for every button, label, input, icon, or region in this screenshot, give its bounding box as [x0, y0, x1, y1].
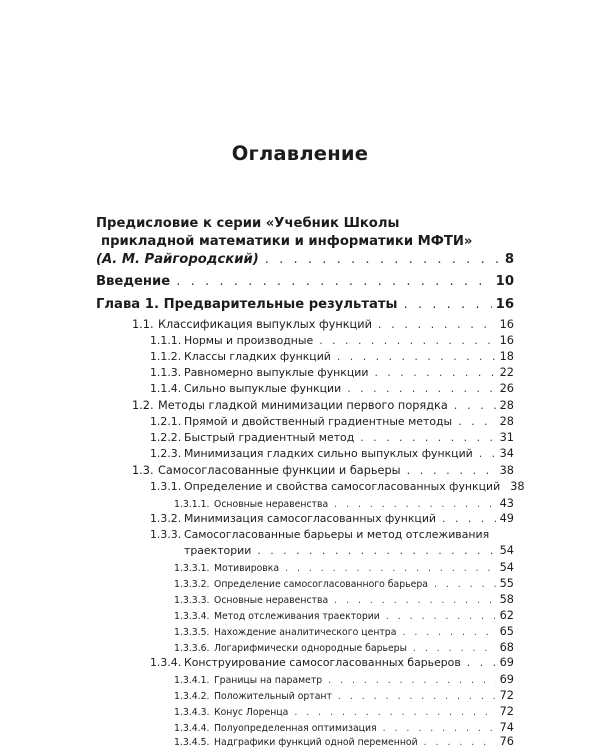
toc-entry-number: 1.3.3.6.	[174, 643, 210, 654]
toc-entry-label: Введение	[96, 274, 171, 289]
toc-subsection-1-2-3[interactable]	[150, 447, 514, 460]
toc-leader-dots	[374, 366, 495, 379]
toc-subsection-1-1-3[interactable]	[150, 366, 514, 379]
toc-entry-label: Логарифмически однородные барьеры	[214, 643, 407, 654]
toc-item-1-3-4-2[interactable]	[174, 689, 514, 702]
toc-leader-dots	[383, 723, 496, 734]
toc-introduction[interactable]	[96, 274, 514, 289]
toc-entry-page: 22	[499, 366, 514, 379]
toc-entry-page: 76	[499, 735, 514, 748]
toc-chapter-1[interactable]	[96, 297, 514, 312]
toc-leader-dots	[328, 675, 495, 686]
toc-leader-dots	[403, 297, 491, 312]
toc-entry-label: (А. М. Райгородский)	[96, 252, 259, 267]
toc-item-1-3-3-3[interactable]	[174, 593, 514, 606]
toc-entry-number: 1.2.1.	[150, 415, 182, 428]
toc-entry-number: 1.3.3.1.	[174, 563, 210, 574]
toc-entry-number: 1.3.3.2.	[174, 579, 210, 590]
toc-item-1-3-3-4[interactable]	[174, 609, 514, 622]
toc-entry-number: 1.2.2.	[150, 431, 182, 444]
toc-entry-page: 31	[499, 431, 514, 444]
toc-leader-dots	[285, 563, 496, 574]
toc-entry-page: 16	[499, 318, 514, 331]
toc-entry-label: Полуопределенная оптимизация	[214, 723, 377, 734]
toc-entry-label: Минимизация гладких сильно выпуклых функций	[184, 447, 473, 460]
toc-entry-page: 38	[510, 480, 525, 493]
toc-entry-label: Самосогласованные функции и барьеры	[158, 464, 401, 477]
toc-preface-line2[interactable]: прикладной математики и информатики МФТИ»	[101, 234, 473, 249]
toc-item-1-3-4-5[interactable]	[174, 735, 514, 748]
page-title: Оглавление	[231, 142, 369, 165]
toc-leader-dots	[458, 415, 495, 428]
toc-subsection-1-1-2[interactable]	[150, 350, 514, 363]
toc-leader-dots	[467, 656, 496, 669]
toc-entry-number: 1.2.3.	[150, 447, 182, 460]
toc-leader-dots	[386, 611, 496, 622]
toc-entry-page: 54	[499, 544, 514, 557]
toc-preface-line1[interactable]: Предисловие к серии «Учебник Школы	[96, 216, 400, 231]
toc-entry-page: 69	[499, 656, 514, 669]
toc-leader-dots	[347, 382, 495, 395]
toc-entry-number: 1.3.4.1.	[174, 675, 210, 686]
toc-entry-label: Границы на параметр	[214, 675, 323, 686]
toc-entry-page: 54	[499, 561, 514, 574]
toc-entry-label: Самосогласованные барьеры и метод отслеживания	[184, 528, 490, 541]
toc-entry-label: Минимизация самосогласованных функций	[184, 512, 436, 525]
toc-entry-page: 28	[499, 415, 514, 428]
toc-item-1-3-1-1[interactable]	[174, 497, 514, 510]
toc-leader-dots	[479, 447, 496, 460]
toc-entry-page: 49	[499, 512, 514, 525]
toc-entry-label: Метод отслеживания траектории	[214, 611, 380, 622]
toc-entry-number: 1.3.3.4.	[174, 611, 210, 622]
toc-leader-dots	[407, 464, 496, 477]
toc-entry-label: Мотивировка	[214, 563, 280, 574]
toc-entry-page: 55	[499, 577, 514, 590]
toc-entry-number: 1.3.3.	[150, 528, 182, 541]
toc-entry-label: Методы гладкой минимизации первого порядка	[158, 399, 448, 412]
toc-subsection-1-3-1[interactable]	[150, 480, 525, 493]
toc-subsection-1-3-2[interactable]	[150, 512, 514, 525]
toc-entry-label-cont: траектории	[184, 544, 252, 557]
toc-entry-number: 1.1.1.	[150, 334, 182, 347]
toc-leader-dots	[319, 334, 495, 347]
toc-entry-page: 26	[499, 382, 514, 395]
toc-entry-label: Прямой и двойственный градиентные методы	[184, 415, 453, 428]
toc-preface[interactable]	[96, 252, 514, 267]
toc-leader-dots	[402, 627, 495, 638]
toc-item-1-3-4-1[interactable]	[174, 673, 514, 686]
toc-leader-dots	[424, 737, 496, 748]
toc-entry-number: 1.1.2.	[150, 350, 182, 363]
toc-entry-page: 65	[499, 625, 514, 638]
toc-leader-dots	[257, 544, 495, 557]
toc-entry-number: 1.3.4.5.	[174, 737, 210, 748]
toc-entry-page: 58	[499, 593, 514, 606]
toc-subsection-1-2-2[interactable]	[150, 431, 514, 444]
toc-entry-page: 34	[499, 447, 514, 460]
toc-subsection-1-3-3-line1[interactable]	[150, 528, 489, 541]
toc-entry-page: 28	[499, 399, 514, 412]
toc-entry-label: Положительный ортант	[214, 691, 332, 702]
toc-section-1-3[interactable]	[132, 464, 514, 477]
toc-subsection-1-1-4[interactable]	[150, 382, 514, 395]
toc-entry-number: 1.2.	[132, 399, 154, 412]
toc-entry-page: 16	[499, 334, 514, 347]
toc-subsection-1-2-1[interactable]	[150, 415, 514, 428]
toc-entry-page: 72	[499, 689, 514, 702]
toc-leader-dots	[454, 399, 496, 412]
toc-entry-label: Конструирование самосогласованных барьеров	[184, 656, 461, 669]
toc-entry-page: 68	[499, 641, 514, 654]
toc-leader-dots	[434, 579, 496, 590]
toc-entry-label: Надграфики функций одной переменной	[214, 737, 418, 748]
toc-leader-dots	[413, 643, 496, 654]
toc-entry-number: 1.3.2.	[150, 512, 182, 525]
toc-entry-page: 8	[504, 252, 514, 267]
toc-entry-label: Конус Лоренца	[214, 707, 289, 718]
toc-entry-number: 1.3.4.	[150, 656, 182, 669]
toc-entry-label: Нормы и производные	[184, 334, 314, 347]
toc-entry-label: Определение и свойства самосогласованных функций	[184, 480, 501, 493]
toc-entry-number: 1.3.4.3.	[174, 707, 210, 718]
toc-leader-dots	[334, 595, 495, 606]
toc-leader-dots	[338, 691, 496, 702]
toc-entry-page: 38	[499, 464, 514, 477]
toc-entry-label: Быстрый градиентный метод	[184, 431, 355, 444]
toc-entry-number: 1.3.1.1.	[174, 499, 210, 510]
toc-leader-dots	[294, 707, 495, 718]
toc-leader-dots	[176, 274, 491, 289]
toc-leader-dots	[378, 318, 496, 331]
toc-entry-page: 18	[499, 350, 514, 363]
toc-entry-number: 1.1.4.	[150, 382, 182, 395]
toc-entry-page: 16	[495, 297, 514, 312]
toc-leader-dots	[265, 252, 501, 267]
toc-entry-label: Классификация выпуклых функций	[158, 318, 372, 331]
toc-entry-label: Основные неравенства	[214, 499, 329, 510]
toc-item-1-3-4-3[interactable]	[174, 705, 514, 718]
toc-leader-dots	[337, 350, 496, 363]
toc-item-1-3-3-1[interactable]	[174, 561, 514, 574]
toc-entry-number: 1.3.	[132, 464, 154, 477]
toc-entry-label: Равномерно выпуклые функции	[184, 366, 369, 379]
toc-subsection-1-3-4[interactable]	[150, 656, 514, 669]
toc-subsection-1-3-3[interactable]	[184, 544, 514, 557]
toc-entry-number: 1.1.	[132, 318, 154, 331]
toc-entry-page: 69	[499, 673, 514, 686]
toc-item-1-3-4-4[interactable]	[174, 721, 514, 734]
toc-leader-dots	[360, 431, 495, 444]
toc-section-1-2[interactable]	[132, 399, 514, 412]
toc-item-1-3-3-2[interactable]	[174, 577, 514, 590]
toc-entry-number: 1.3.4.4.	[174, 723, 210, 734]
toc-entry-page: 72	[499, 705, 514, 718]
toc-entry-number: 1.3.3.3.	[174, 595, 210, 606]
toc-leader-dots	[334, 499, 495, 510]
toc-item-1-3-3-6[interactable]	[174, 641, 514, 654]
toc-entry-number: 1.1.3.	[150, 366, 182, 379]
toc-entry-number: 1.3.1.	[150, 480, 182, 493]
toc-section-1-1[interactable]	[132, 318, 514, 331]
toc-entry-number: 1.3.4.2.	[174, 691, 210, 702]
toc-entry-page: 74	[499, 721, 514, 734]
toc-entry-label: Нахождение аналитического центра	[214, 627, 397, 638]
toc-leader-dots	[442, 512, 496, 525]
toc-entry-page: 10	[495, 274, 514, 289]
toc-entry-page: 62	[499, 609, 514, 622]
toc-entry-label: Определение самосогласованного барьера	[214, 579, 428, 590]
toc-subsection-1-1-1[interactable]	[150, 334, 514, 347]
toc-entry-number: 1.3.3.5.	[174, 627, 210, 638]
toc-entry-page: 43	[499, 497, 514, 510]
toc-item-1-3-3-5[interactable]	[174, 625, 514, 638]
toc-entry-label: Сильно выпуклые функции	[184, 382, 342, 395]
toc-entry-label: Глава 1. Предварительные результаты	[96, 297, 398, 312]
toc-entry-label: Классы гладких функций	[184, 350, 331, 363]
toc-entry-label: Основные неравенства	[214, 595, 329, 606]
